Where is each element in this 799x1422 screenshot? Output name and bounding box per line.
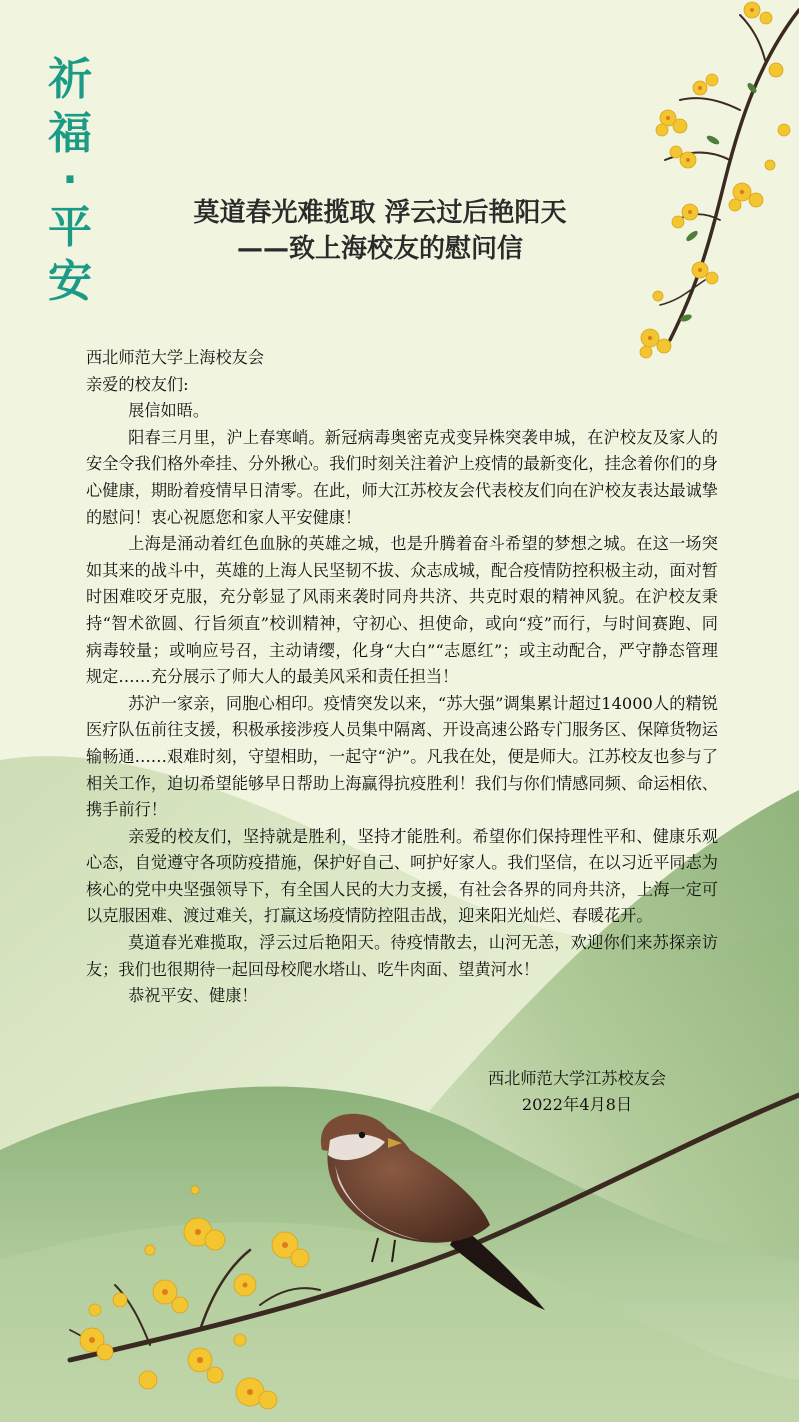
letter-paragraph: 莫道春光难揽取，浮云过后艳阳天。待疫情散去，山河无恙，欢迎你们来苏探亲访友；我们也很期待一起回母校爬水塔山、吃牛肉面、望黄河水！: [86, 933, 718, 979]
closing-wish: 恭祝平安、健康！: [128, 986, 258, 1006]
top-branch: [660, 10, 799, 340]
side-title-char: 平: [48, 202, 92, 253]
letter-body: [86, 345, 718, 1010]
greeting: 展信如晤。: [128, 401, 210, 421]
letter-paragraph: 苏沪一家亲，同胞心相印。疫情突发以来，“苏大强”调集累计超过14000人的精锐医疗队伍前往支援，积极承接涉疫人员集中隔离、开设高速公路专门服务区、保障货物运输畅通……艰难时刻，守望相助，一起守“沪”。凡我在处，便是师大。江苏校友也参与了相关工作，迫切希望能够早日帮助上海赢得抗疫胜利！我们与你们情感同频、命运相依、携手前行！: [86, 693, 718, 820]
side-title-char: 福: [48, 108, 92, 159]
signature-date: 2022年4月8日: [521, 1095, 633, 1114]
side-title-char: 祈: [48, 54, 92, 105]
letter-paragraph: 亲爱的校友们，坚持就是胜利，坚持才能胜利。希望你们保持理性平和、健康乐观心态，自觉遵守各项防疫措施，保护好自己、呵护好家人。我们坚信，在以习近平同志为核心的党中央坚强领导下，有全国人民的大力支援，有社会各界的同舟共济，上海一定可以克服困难、渡过难关，打赢这场疫情防控阻击战，迎来阳光灿烂、春暖花开。: [86, 826, 718, 926]
bird-eye: [359, 1132, 365, 1138]
signature-org: 西北师范大学江苏校友会: [487, 1069, 667, 1088]
signature-block: [462, 1066, 692, 1118]
side-title-char: 安: [48, 256, 92, 307]
headline-line-2: ——致上海校友的慰问信: [236, 234, 523, 264]
letter-paragraph: 阳春三月里，沪上春寒峭。新冠病毒奥密克戎变异株突袭申城，在沪校友及家人的安全令我们格外牵挂、分外揪心。我们时刻关注着沪上疫情的最新变化，挂念着你们的身心健康，期盼着疫情早日清零。在此，师大江苏校友会代表校友们向在沪校友表达最诚挚的慰问！衷心祝愿您和家人平安健康！: [86, 427, 718, 527]
headline-line-1: 莫道春光难揽取 浮云过后艳阳天: [193, 198, 567, 228]
letter-headline: [120, 195, 640, 267]
side-title: [38, 54, 102, 307]
salutation: 亲爱的校友们:: [86, 374, 189, 394]
top-flower-centers: [648, 8, 754, 340]
side-title-dot: ·: [62, 157, 78, 203]
letter-paragraph: 上海是涌动着红色血脉的英雄之城，也是升腾着奋斗希望的梦想之城。在这一场突如其来的战斗中，英雄的上海人民坚韧不拔、众志成城，配合疫情防控积极主动，面对暂时困难咬牙克服，充分彰显了风雨来袭时同舟共济、共克时艰的精神风貌。在沪校友秉持“智术欲圆、行旨须直”校训精神，守初心、担使命，或向“疫”而行，与时间赛跑、同病毒较量；或响应号召，主动请缨，化身“大白”“志愿红”；或主动配合，严守静态管理规定……充分展示了师大人的最美风采和责任担当！: [86, 534, 718, 687]
recipient-org: 西北师范大学上海校友会: [86, 348, 265, 367]
